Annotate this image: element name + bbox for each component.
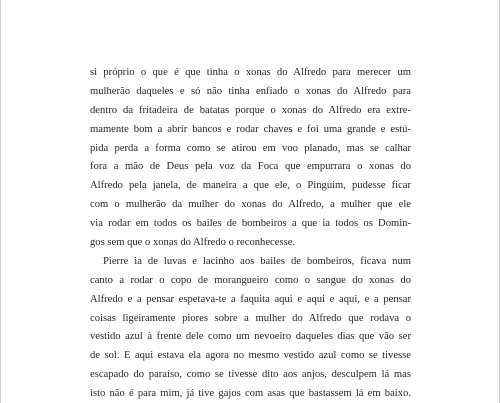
text-line: pida perda a forma como se atirou em voo planado, mas se calhar <box>90 142 411 154</box>
text-line: com o mulherão da mulher do xonas do Alfredo, a mulher que ele <box>90 199 411 211</box>
paragraph-1 <box>90 64 411 253</box>
text-line: escapado do paraíso, como se tivesse dito aos anjos, desculpem lá mas <box>90 369 411 381</box>
text-line: gos sem que o xonas do Alfredo o reconhecesse. <box>90 237 296 249</box>
text-line: coisas ligeiramente piores sobre a mulher do Alfredo que rodava o <box>90 312 411 324</box>
text-line: Pierre ia de luvas e lacinho aos bailes de bombeiros, ficava num <box>103 255 411 267</box>
paragraph-2 <box>90 253 411 403</box>
text-line: mamente bom a abrir bancos e rodar chaves e foi uma grande e estú- <box>90 123 411 135</box>
text-line: Alfredo e a pensar espetava-te a faquita aqui e aqui e aqui, e a pensar <box>90 293 411 305</box>
text-line: fora a mão de Deus pela voz da Foca que empurrara o xonas do <box>90 161 411 173</box>
text-line: canto a rodar o copo de morangueiro como o sangue do xonas do <box>90 274 411 286</box>
text-line: dentro da fritadeira de batatas porque o xonas do Alfredo era extre- <box>90 104 411 116</box>
text-line: si próprio o que é que tinha o xonas do Alfredo para merecer um <box>90 67 411 78</box>
body-text <box>90 64 411 403</box>
text-line: vestido azul à frente dele como um nevoeiro daqueles dias que vão ser <box>90 331 411 343</box>
text-line: via rodar em todos os bailes de bombeiros a que ia todos os Domin- <box>90 218 411 230</box>
text-line: mulherão daqueles e só não tinha enfiado o xonas do Alfredo para <box>90 85 411 97</box>
text-line: Alfredo pela janela, de maneira a que ele, o Pinguim, pudesse ficar <box>90 180 411 192</box>
text-line: isto não é para mim, já tive gajos com asas que bastassem lá em baixo. <box>90 388 411 400</box>
text-line: de sol. E aqui estava ela agora no mesmo vestido azul como se tivesse <box>90 350 411 362</box>
